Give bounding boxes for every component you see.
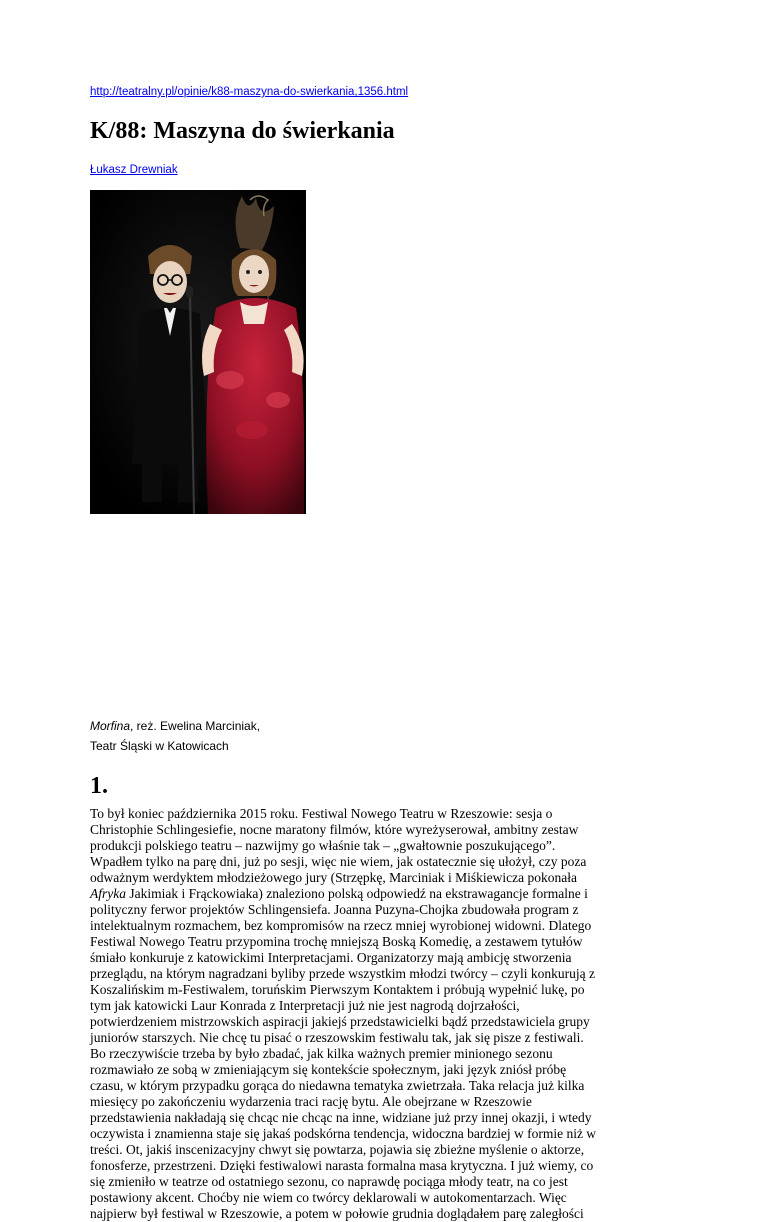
caption-line-2: Teatr Śląski w Katowicach [90, 739, 229, 753]
body-line: intelektualnym rozmachem, bez kompromisów na rzecz mniej wyrobionej widowni. Dlatego [90, 918, 592, 933]
body-line: rozmawiało ze sobą w zmieniającym się kontekście społecznym, jaki język zniósł próbę [90, 1062, 567, 1077]
body-line: Festiwal Nowego Teatru przypomina trochę mniejszą Boską Komedię, a zestawem tytułów [90, 934, 583, 949]
caption-line-1 [90, 716, 390, 736]
body-line: miesięcy po zakończeniu wydarzenia traci rację bytu. Ale obejrzane w Rzeszowie [90, 1094, 532, 1109]
section-number: 1. [90, 773, 108, 799]
body-line: treści. Ot, jakiś inscenizacyjny chwyt się powtarza, pojawia się zbieżne myślenie o aktorze, [90, 1142, 585, 1157]
body-line: przedstawienia nakładają się chcąc nie chcąc na inne, widziane już przy innej okazji, i wtedy [90, 1110, 592, 1125]
article-title: K/88: Maszyna do świerkania [90, 118, 395, 144]
body-line: produkcji polskiego teatru – nazwijmy go właśnie tak – „gwałtownie poszukującego”. [90, 838, 556, 853]
play-title-afryka: Afryka [90, 886, 126, 901]
body-line: się zmieniło w teatrze od ostatniego sezonu, co naprawdę pociąga młody teatr, na co jest [90, 1174, 568, 1189]
body-line: juniorów starszych. Nie chcę tu pisać o rzeszowskim festiwalu tak, jak się pisze z festiwali. [90, 1030, 584, 1045]
source-url-link[interactable]: http://teatralny.pl/opinie/k88-maszyna-do-swierkania,1356.html [90, 86, 409, 98]
caption-play-title: Morfina [90, 719, 131, 733]
body-line: odważnym werdyktem młodzieżowego jury (Strzępkę, Marciniak i Miśkiewicza pokonała [90, 870, 577, 885]
body-line: oczywista i znamienna staje się jakaś podskórna tendencja, widoczna bardziej w formie niż w [90, 1126, 597, 1141]
stage-photo-illustration [90, 190, 306, 514]
body-line [90, 886, 690, 902]
body-line: Christophie Schlingesiefie, nocne maratony filmów, które wyreżyserował, ambitny zestaw [90, 822, 579, 837]
stage-photo [90, 190, 306, 514]
body-line: potwierdzeniem mistrzowskich aspiracji jakiejś przedstawicielki bądź przedstawiciela grupy [90, 1014, 590, 1029]
caption-director: , reż. Ewelina Marciniak, [130, 719, 261, 733]
body-line: Bo rzeczywiście trzeba by było zbadać, jak kilka ważnych premier minionego sezonu [90, 1046, 553, 1061]
body-line-rest: Jakimiak i Frąckowiaka) znaleziono polską odpowiedź na ekstrawagancje formalne i [126, 886, 588, 901]
body-line: Wpadłem tylko na parę dni, już po sesji, więc nie wiem, jak ostatecznie się ułożył, czy poza [90, 854, 587, 869]
article-body [90, 806, 690, 1222]
body-line: śmiało konkuruje z katowickimi Interpretacjami. Organizatorzy mają ambicję stworzenia [90, 950, 572, 965]
body-line: Koszalińskim m-Festiwalem, toruńskim Pierwszym Kontaktem i próbują wypełnić lukę, po [90, 982, 585, 997]
body-line: polityczny ferwor projektów Schlingensiefa. Joanna Puzyna-Chojka zbudowała program z [90, 902, 579, 917]
body-line: To był koniec października 2015 roku. Festiwal Nowego Teatru w Rzeszowie: sesja o [90, 806, 553, 821]
photo-caption [90, 716, 390, 756]
body-line: postawiony akcent. Choćby nie wiem co twórcy deklarowali w autokomentarzach. Więc [90, 1190, 567, 1205]
body-line: fonosferze, przestrzeni. Dzięki festiwalowi narasta formalna masa krytyczna. I już wiemy, co [90, 1158, 594, 1173]
body-line: najpierw był festiwal w Rzeszowie, a potem w połowie grudnia doglądałem parę zaległości [90, 1206, 584, 1221]
body-line: przeglądu, na którym nagradzani byliby przede wszystkim młodzi twórcy – czyli konkurują z [90, 966, 595, 981]
author-link[interactable]: Łukasz Drewniak [90, 164, 178, 176]
body-line: tym jak katowicki Laur Konrada z Interpretacji już nie jest nagrodą dojrzałości, [90, 998, 520, 1013]
body-line: czasu, w którym przypadku gorąca do niedawna tematyka zwietrzała. Taka relacja już kilka [90, 1078, 585, 1093]
